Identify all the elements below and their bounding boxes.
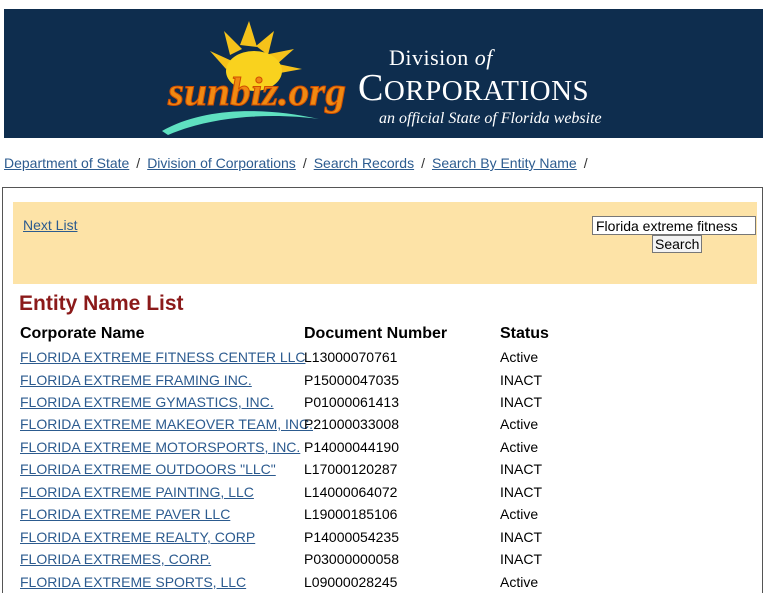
document-number: P01000061413 (304, 394, 399, 410)
table-row (3, 484, 763, 506)
document-number: P15000047035 (304, 372, 399, 388)
breadcrumb-department-of-state[interactable]: Department of State (4, 155, 130, 171)
table-row (3, 529, 763, 551)
sunbiz-logo[interactable] (154, 9, 364, 138)
status-value: Active (500, 349, 539, 365)
breadcrumb-search-by-entity-name[interactable]: Search By Entity Name (431, 155, 577, 171)
breadcrumb-division-of-corporations[interactable]: Division of Corporations (147, 155, 296, 171)
entity-name-link[interactable]: FLORIDA EXTREME FITNESS CENTER LLC (20, 349, 306, 365)
table-row (3, 439, 763, 461)
column-header-status: Status (500, 325, 549, 342)
column-header-corporate-name: Corporate Name (20, 325, 145, 342)
document-number: P14000044190 (304, 439, 399, 455)
entity-name-link[interactable]: FLORIDA EXTREME MOTORSPORTS, INC. (20, 439, 301, 455)
breadcrumb-separator: / (421, 155, 425, 171)
entity-name-link[interactable]: FLORIDA EXTREME FRAMING INC. (20, 372, 252, 388)
swoosh-icon (162, 111, 319, 135)
status-value: INACT (500, 372, 542, 388)
entity-name-link[interactable]: FLORIDA EXTREME PAINTING, LLC (20, 484, 254, 500)
document-number: L17000120287 (304, 461, 398, 477)
division-word: Division (389, 45, 469, 70)
page-title: Entity Name List (19, 292, 184, 315)
search-input[interactable] (592, 216, 756, 235)
column-header-document-number: Document Number (304, 325, 448, 342)
entity-name-link[interactable]: FLORIDA EXTREMES, CORP. (20, 551, 212, 567)
entity-name-link[interactable]: FLORIDA EXTREME REALTY, CORP (20, 529, 256, 545)
breadcrumb-search-records[interactable]: Search Records (313, 155, 415, 171)
breadcrumb (4, 155, 595, 171)
entity-name-link[interactable]: FLORIDA EXTREME GYMASTICS, INC. (20, 394, 274, 410)
status-value: INACT (500, 551, 542, 567)
entity-name-link[interactable]: FLORIDA EXTREME SPORTS, LLC (20, 574, 247, 590)
status-value: Active (500, 439, 539, 455)
status-value: Active (500, 416, 539, 432)
status-value: INACT (500, 529, 542, 545)
table-row (3, 506, 763, 528)
entity-name-link[interactable]: FLORIDA EXTREME MAKEOVER TEAM, INC. (20, 416, 314, 432)
results-panel (2, 187, 763, 593)
logo-text: sunbiz.org (166, 69, 346, 114)
table-row (3, 372, 763, 394)
document-number: L09000028245 (304, 574, 398, 590)
entity-name-link[interactable]: FLORIDA EXTREME OUTDOORS "LLC" (20, 461, 276, 477)
status-value: INACT (500, 394, 542, 410)
corporations-initial: C (358, 67, 384, 109)
next-list-link[interactable]: Next List (23, 217, 78, 233)
breadcrumb-separator: / (302, 155, 307, 171)
status-value: INACT (500, 484, 542, 500)
search-button[interactable]: Search (652, 235, 702, 253)
division-of-word: of (474, 45, 493, 70)
search-bar (13, 202, 757, 284)
status-value: Active (500, 506, 539, 522)
table-row (3, 394, 763, 416)
document-number: L19000185106 (304, 506, 398, 522)
document-number: P03000000058 (304, 551, 399, 567)
document-number: L14000064072 (304, 484, 398, 500)
corporations-heading (358, 66, 589, 110)
breadcrumb-separator: / (136, 155, 141, 171)
breadcrumb-separator: / (583, 155, 588, 171)
document-number: P21000033008 (304, 416, 399, 432)
status-value: Active (500, 574, 539, 590)
site-banner (4, 9, 763, 138)
tagline: an official State of Florida website (379, 110, 602, 127)
document-number: P14000054235 (304, 529, 399, 545)
entity-name-link[interactable]: FLORIDA EXTREME PAVER LLC (20, 506, 231, 522)
table-row (3, 349, 763, 371)
corporations-rest: ORPORATIONS (383, 75, 590, 107)
table-row (3, 416, 763, 438)
table-row (3, 461, 763, 483)
document-number: L13000070761 (304, 349, 398, 365)
table-row (3, 551, 763, 573)
status-value: INACT (500, 461, 542, 477)
table-row (3, 574, 763, 593)
